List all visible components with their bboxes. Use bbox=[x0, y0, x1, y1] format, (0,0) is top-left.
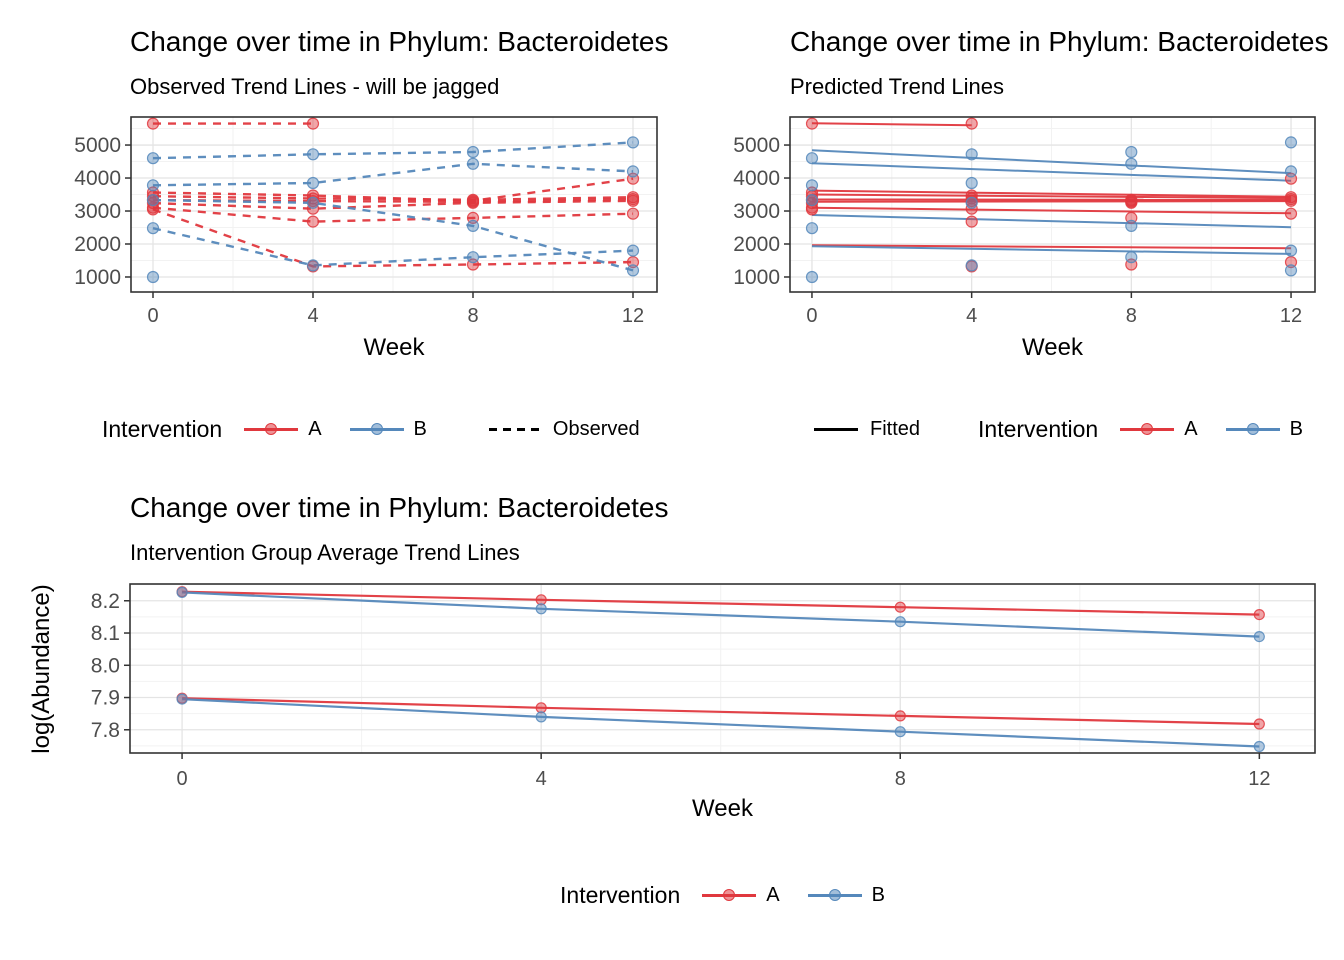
legend-a-label: A bbox=[308, 417, 322, 440]
predicted-chart-subtitle: Predicted Trend Lines bbox=[790, 74, 1005, 99]
legend-key-b bbox=[350, 418, 404, 440]
legend-key-b bbox=[1226, 418, 1280, 440]
legend-b-label: B bbox=[1289, 417, 1303, 440]
observed-chart-subtitle: Observed Trend Lines - will be jagged bbox=[130, 74, 500, 99]
legend-key-b bbox=[808, 884, 862, 906]
svg-text:7.8: 7.8 bbox=[90, 718, 120, 742]
svg-text:2000: 2000 bbox=[74, 233, 121, 257]
svg-text:1000: 1000 bbox=[74, 265, 121, 289]
svg-text:8: 8 bbox=[467, 305, 479, 327]
solid-line-icon bbox=[814, 428, 858, 431]
observed-chart-card bbox=[0, 0, 672, 470]
svg-text:12: 12 bbox=[1248, 768, 1271, 790]
predicted-plot-canvas bbox=[672, 0, 1344, 365]
legend-title: Intervention bbox=[560, 881, 681, 908]
svg-text:4000: 4000 bbox=[733, 167, 780, 191]
average-plot-canvas bbox=[0, 470, 1344, 830]
svg-text:Week: Week bbox=[692, 795, 753, 822]
svg-text:8.0: 8.0 bbox=[90, 654, 120, 678]
observed-chart-title: Change over time in Phylum: Bacteroidetes bbox=[130, 26, 669, 57]
y-axis-label: log(Abundance) bbox=[28, 584, 55, 754]
svg-text:Week: Week bbox=[1022, 334, 1083, 361]
predicted-chart-title: Change over time in Phylum: Bacteroidetes bbox=[790, 26, 1329, 57]
average-legend bbox=[130, 870, 1315, 920]
svg-text:3000: 3000 bbox=[74, 200, 121, 224]
svg-text:Week: Week bbox=[363, 334, 425, 361]
svg-text:12: 12 bbox=[1279, 305, 1303, 327]
svg-text:5000: 5000 bbox=[733, 134, 780, 158]
average-chart-subtitle: Intervention Group Average Trend Lines bbox=[130, 540, 520, 565]
svg-text:5000: 5000 bbox=[74, 134, 121, 158]
legend-key-a bbox=[1120, 418, 1174, 440]
svg-text:4000: 4000 bbox=[74, 167, 121, 191]
svg-text:8: 8 bbox=[1125, 305, 1137, 327]
legend-a-label: A bbox=[1184, 417, 1198, 440]
predicted-chart-card bbox=[672, 0, 1344, 470]
svg-text:12: 12 bbox=[621, 305, 645, 327]
legend-title: Intervention bbox=[102, 415, 223, 442]
average-chart-title: Change over time in Phylum: Bacteroidetes bbox=[130, 492, 669, 523]
legend-a-label: A bbox=[766, 883, 780, 906]
svg-text:0: 0 bbox=[176, 768, 188, 790]
svg-text:7.9: 7.9 bbox=[90, 686, 120, 710]
b-point-icon bbox=[829, 889, 841, 901]
legend-key-a bbox=[244, 418, 298, 440]
svg-text:8.1: 8.1 bbox=[90, 622, 120, 646]
svg-text:4: 4 bbox=[307, 305, 319, 327]
svg-text:3000: 3000 bbox=[733, 200, 780, 224]
legend-key-a bbox=[702, 884, 756, 906]
legend-observed-label: Observed bbox=[552, 417, 640, 440]
svg-text:0: 0 bbox=[806, 305, 818, 327]
a-point-icon bbox=[1141, 423, 1153, 435]
svg-text:8: 8 bbox=[894, 768, 906, 790]
dashed-line-icon bbox=[489, 428, 539, 431]
legend-b-label: B bbox=[871, 883, 885, 906]
svg-text:1000: 1000 bbox=[733, 265, 780, 289]
legend-b-label: B bbox=[413, 417, 427, 440]
observed-plot-canvas bbox=[0, 0, 672, 365]
observed-legend bbox=[0, 406, 672, 452]
svg-text:4: 4 bbox=[535, 768, 547, 790]
svg-text:8.2: 8.2 bbox=[90, 589, 120, 613]
legend-title: Intervention bbox=[978, 415, 1099, 442]
a-point-icon bbox=[723, 889, 735, 901]
svg-text:0: 0 bbox=[147, 305, 159, 327]
svg-text:4: 4 bbox=[966, 305, 978, 327]
legend-fitted-label: Fitted bbox=[870, 417, 921, 440]
b-point-icon bbox=[371, 423, 383, 435]
svg-text:2000: 2000 bbox=[733, 233, 780, 257]
average-chart-card bbox=[0, 470, 1344, 960]
a-point-icon bbox=[265, 423, 277, 435]
predicted-legend bbox=[672, 406, 1344, 452]
b-point-icon bbox=[1247, 423, 1259, 435]
